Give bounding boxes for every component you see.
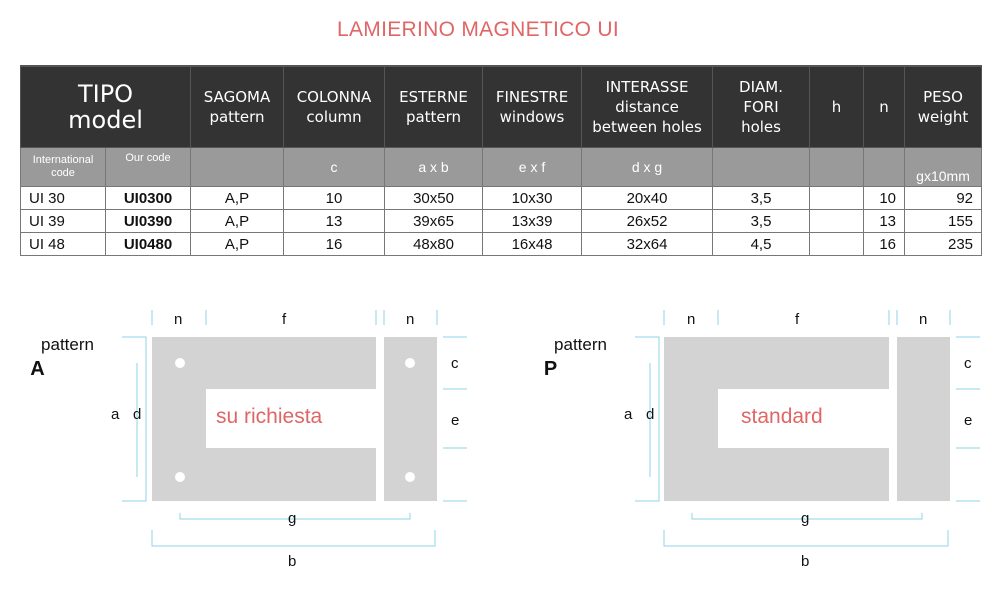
pattern-word: pattern — [554, 335, 607, 354]
dim-e: e — [964, 412, 973, 429]
cell-weight: 92 — [905, 187, 982, 210]
cell-code: UI0390 — [106, 210, 191, 233]
sub-international: International code — [21, 148, 106, 187]
dim-a: a — [624, 406, 633, 423]
cell-exf: 16x48 — [483, 233, 582, 256]
dim-n-right: n — [919, 311, 928, 328]
dim-d: d — [646, 406, 655, 423]
header-colonna: COLONNA column — [284, 66, 385, 148]
dim-a: a — [111, 406, 120, 423]
cell-dxg: 26x52 — [582, 210, 713, 233]
cell-code: UI0300 — [106, 187, 191, 210]
cell-n: 13 — [864, 210, 905, 233]
cell-intl: UI 48 — [21, 233, 106, 256]
tipo-label: TIPO — [77, 79, 134, 108]
hole — [405, 472, 415, 482]
sub-unit: gx10mm — [905, 148, 982, 187]
page-title: LAMIERINO MAGNETICO UI — [337, 18, 619, 41]
cell-c: 13 — [284, 210, 385, 233]
cell-holes: 4,5 — [713, 233, 810, 256]
dim-d: d — [133, 406, 142, 423]
cell-intl: UI 30 — [21, 187, 106, 210]
dim-n-left: n — [174, 311, 183, 328]
pattern-letter: P — [543, 358, 558, 381]
note-su-richiesta: su richiesta — [216, 405, 323, 428]
cell-pattern: A,P — [191, 210, 284, 233]
dim-f: f — [282, 311, 287, 328]
cell-code: UI0480 — [106, 233, 191, 256]
pattern-a-label — [30, 334, 105, 382]
note-standard: standard — [741, 405, 823, 428]
cell-pattern: A,P — [191, 233, 284, 256]
header-diam: DIAM. FORI holes — [713, 66, 810, 148]
pattern-p-label — [543, 334, 618, 382]
dim-g: g — [288, 510, 297, 527]
header-h: h — [810, 66, 864, 148]
dim-e: e — [451, 412, 460, 429]
header-interasse: INTERASSE distance between holes — [582, 66, 713, 148]
cell-holes: 3,5 — [713, 210, 810, 233]
cell-dxg: 20x40 — [582, 187, 713, 210]
cell-dxg: 32x64 — [582, 233, 713, 256]
dim-f: f — [795, 311, 800, 328]
model-label: model — [68, 106, 143, 134]
dim-n-left: n — [687, 311, 696, 328]
cell-pattern: A,P — [191, 187, 284, 210]
i-piece-p — [897, 337, 950, 501]
hole — [175, 472, 185, 482]
hole — [175, 358, 185, 368]
cell-c: 16 — [284, 233, 385, 256]
pattern-word: pattern — [41, 335, 94, 354]
sub-exf: e x f — [483, 148, 582, 187]
header-sagoma: SAGOMA pattern — [191, 66, 284, 148]
cell-weight: 155 — [905, 210, 982, 233]
cell-exf: 10x30 — [483, 187, 582, 210]
dim-c: c — [451, 355, 459, 372]
cell-axb: 39x65 — [385, 210, 483, 233]
dim-g: g — [801, 510, 810, 527]
cell-axb: 48x80 — [385, 233, 483, 256]
cell-n: 10 — [864, 187, 905, 210]
cell-c: 10 — [284, 187, 385, 210]
sub-dxg: d x g — [582, 148, 713, 187]
pattern-letter: A — [30, 358, 45, 381]
header-peso: PESO weight — [905, 66, 982, 148]
dim-n-right: n — [406, 311, 415, 328]
cell-exf: 13x39 — [483, 210, 582, 233]
header-n: n — [864, 66, 905, 148]
sub-axb: a x b — [385, 148, 483, 187]
hole — [405, 358, 415, 368]
header-finestre: FINESTRE windows — [483, 66, 582, 148]
cell-intl: UI 39 — [21, 210, 106, 233]
sub-our-code: Our code — [106, 148, 191, 187]
dim-b: b — [801, 553, 810, 570]
header-esterne: ESTERNE pattern — [385, 66, 483, 148]
cell-weight: 235 — [905, 233, 982, 256]
sub-c: c — [284, 148, 385, 187]
cell-holes: 3,5 — [713, 187, 810, 210]
dim-c: c — [964, 355, 972, 372]
dim-b: b — [288, 553, 297, 570]
cell-n: 16 — [864, 233, 905, 256]
cell-axb: 30x50 — [385, 187, 483, 210]
